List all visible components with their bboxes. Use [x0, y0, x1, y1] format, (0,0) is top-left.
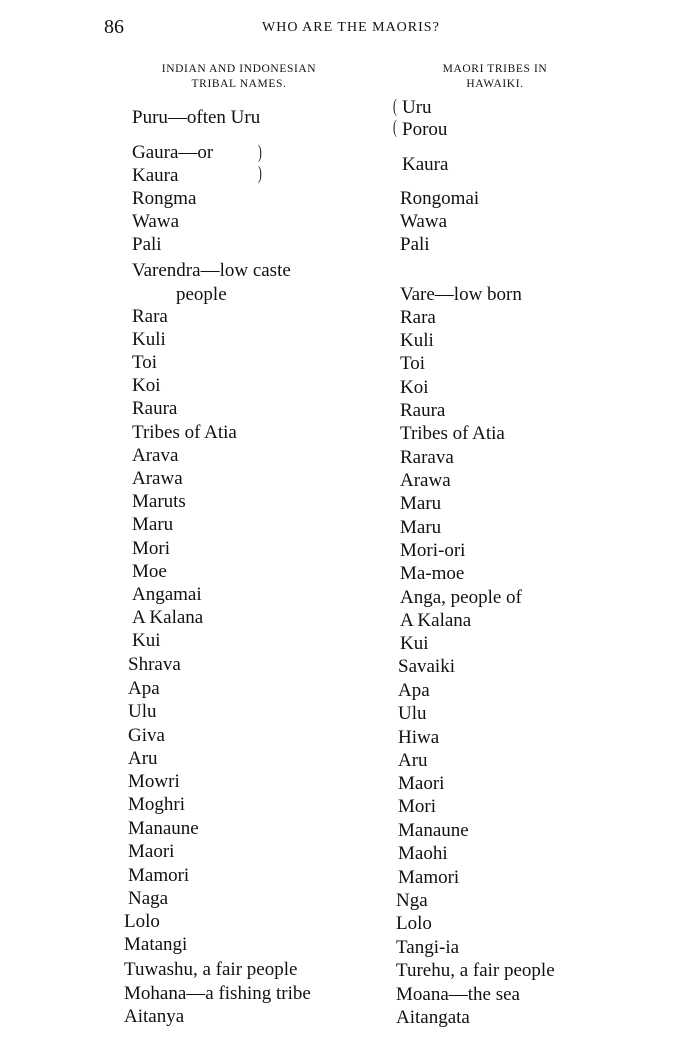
- right-entry: Rara: [400, 307, 436, 328]
- left-entry: Tribes of Atia: [132, 422, 237, 443]
- left-entry: Mohana—a fishing tribe: [124, 983, 311, 1004]
- right-entry: A Kalana: [400, 610, 472, 631]
- left-entry: Maru: [132, 514, 174, 535]
- right-entry: Lolo: [396, 913, 432, 934]
- right-entry: Kaura: [402, 154, 449, 175]
- right-entry: Rongomai: [400, 188, 480, 209]
- left-entry: Lolo: [124, 911, 160, 932]
- left-entry: Pali: [132, 234, 162, 255]
- left-entry: A Kalana: [132, 607, 204, 628]
- left-entry: Maruts: [132, 491, 186, 512]
- left-entry: Puru—often Uru: [132, 107, 261, 128]
- right-entry: Raura: [400, 400, 446, 421]
- right-entry: Arawa: [400, 470, 451, 491]
- right-entry: Nga: [396, 890, 428, 911]
- right-entry: Kui: [400, 633, 429, 654]
- left-entry: Kuli: [132, 329, 166, 350]
- right-entry: Ma-moe: [400, 563, 465, 584]
- left-column-heading: [130, 62, 348, 92]
- right-entry: Mori: [398, 796, 436, 817]
- left-entry: Ulu: [128, 701, 157, 722]
- left-entry: Naga: [128, 888, 169, 909]
- left-entry: Apa: [128, 678, 160, 699]
- left-entry: Shrava: [128, 654, 181, 675]
- left-entry: Moe: [132, 561, 167, 582]
- left-entry: Mowri: [128, 771, 180, 792]
- left-entry: Varendra—low caste: [132, 260, 291, 281]
- left-entry: Koi: [132, 375, 161, 396]
- left-entry: Gaura—or: [132, 142, 214, 163]
- right-entry: Anga, people of: [400, 587, 522, 608]
- running-head: WHO ARE THE MAORIS?: [262, 20, 440, 35]
- right-heading-line: HAWAIKI.: [466, 78, 524, 90]
- right-entry: Vare—low born: [400, 284, 522, 305]
- left-entry: Mori: [132, 538, 170, 559]
- left-entry: Kaura: [132, 165, 179, 186]
- right-entry: Maru: [400, 493, 442, 514]
- right-entry: Koi: [400, 377, 429, 398]
- right-entry: Savaiki: [398, 656, 455, 677]
- left-entry: Mamori: [128, 865, 190, 886]
- left-entry: people: [176, 284, 227, 305]
- left-entry: Manaune: [128, 818, 199, 839]
- left-heading-line: INDIAN AND INDONESIAN: [161, 63, 317, 75]
- left-entry: Rara: [132, 306, 168, 327]
- left-entry: Matangi: [124, 934, 188, 955]
- left-entry: Tuwashu, a fair people: [124, 959, 298, 980]
- right-entry: Uru: [402, 97, 432, 118]
- left-entry: Kui: [132, 630, 161, 651]
- right-entry: Mori-ori: [400, 540, 466, 561]
- right-entry: Manaune: [398, 820, 469, 841]
- right-entry: Aitangata: [396, 1007, 470, 1028]
- right-entry: Rarava: [400, 447, 454, 468]
- right-entry: Porou: [402, 119, 448, 140]
- left-entry: Rongma: [132, 188, 197, 209]
- left-entry: Giva: [128, 725, 165, 746]
- right-entry: Maru: [400, 517, 442, 538]
- right-entry: Aru: [398, 750, 428, 771]
- left-heading-line: TRIBAL NAMES.: [191, 78, 287, 90]
- page-number: 86: [104, 16, 124, 38]
- right-entry: Apa: [398, 680, 430, 701]
- right-entry: Turehu, a fair people: [396, 960, 555, 981]
- right-entry: Ulu: [398, 703, 427, 724]
- right-entry: Moana—the sea: [396, 984, 520, 1005]
- left-entry: Arava: [132, 445, 179, 466]
- right-entry: Wawa: [400, 211, 447, 232]
- left-entry: Moghri: [128, 794, 185, 815]
- left-entry: Aru: [128, 748, 158, 769]
- right-entry: Hiwa: [398, 727, 440, 748]
- right-entry: Pali: [400, 234, 430, 255]
- left-entry: Wawa: [132, 211, 179, 232]
- right-bracket: ) ): [258, 142, 262, 184]
- right-entry: Maori: [398, 773, 445, 794]
- right-entry: Tribes of Atia: [400, 423, 505, 444]
- right-entry: Tangi-ia: [396, 937, 460, 958]
- left-entry: Angamai: [132, 584, 202, 605]
- right-entry: Toi: [400, 353, 426, 374]
- right-entry: Maohi: [398, 843, 448, 864]
- right-heading-line: MAORI TRIBES IN: [442, 63, 548, 75]
- left-entry: Raura: [132, 398, 178, 419]
- left-entry: Arawa: [132, 468, 183, 489]
- left-bracket: ( (: [393, 96, 397, 138]
- left-entry: Maori: [128, 841, 175, 862]
- right-entry: Kuli: [400, 330, 434, 351]
- right-entry: Mamori: [398, 867, 460, 888]
- left-entry: Toi: [132, 352, 158, 373]
- left-entry: Aitanya: [124, 1006, 185, 1027]
- right-column-heading: [395, 62, 595, 92]
